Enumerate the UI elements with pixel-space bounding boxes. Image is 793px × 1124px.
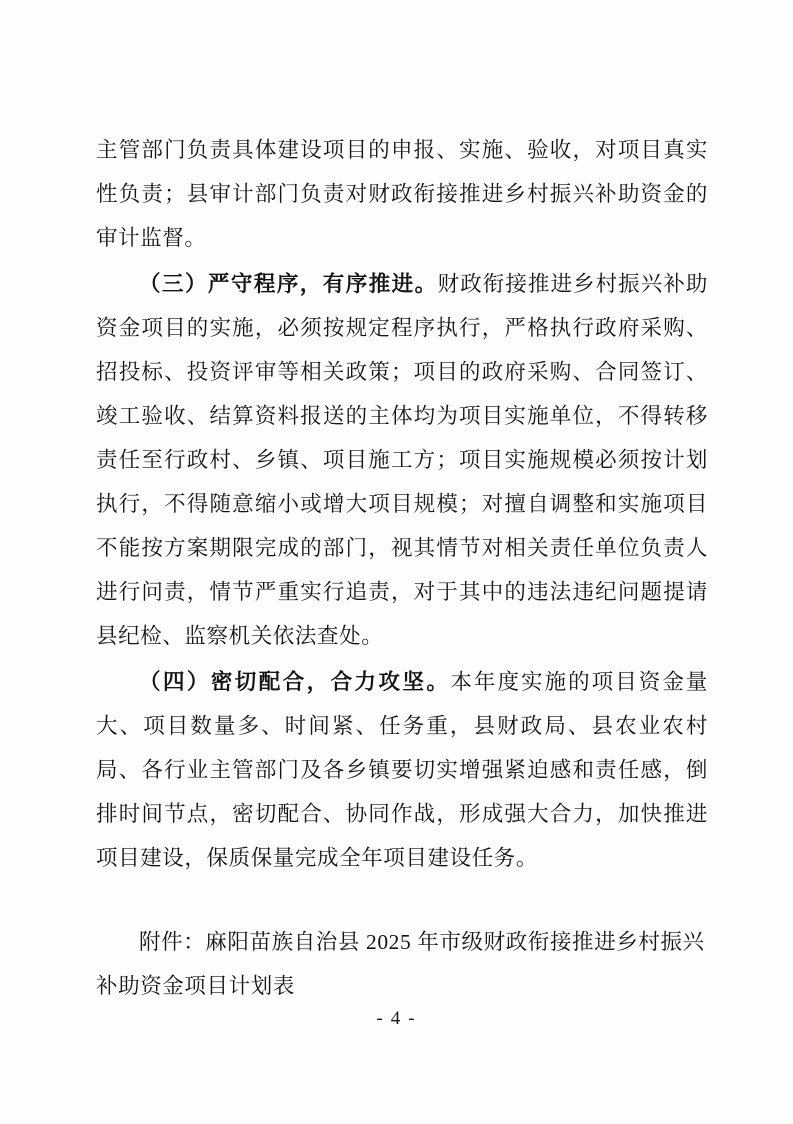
paragraph-section-four [96,660,708,880]
footer-page-number: 4 [390,1008,403,1029]
paragraph-section-three [96,262,708,658]
section-three-text: 财政衔接推进乡村振兴补助资金项目的实施，必须按规定程序执行，严格执行政府采购、招投标、投资评审等相关政策；项目的政府采购、合同签订、竣工验收、结算资料报送的主体均为项目实施单位，不得转移责任至行政村、乡镇、项目施工方；项目实施规模必须按计划执行，不得随意缩小或增大项目规模；对擅自调整和实施项目不能按方案期限完成的部门，视其情节对相关责任单位负责人进行问责，情节严重实行追责，对于其中的违法违纪问题提请县纪检、监察机关依法查处。 [96,272,708,648]
attachment-line-2: 补助资金项目计划表 [96,974,295,998]
footer-dash-left: - [376,1008,385,1029]
section-three-heading: （三）严守程序，有序推进。 [139,272,438,296]
page-footer [0,1008,793,1030]
paragraph-text: 主管部门负责具体建设项目的申报、实施、验收，对项目真实性负责；县审计部门负责对财政衔接推进乡村振兴补助资金的审计监督。 [96,138,708,250]
footer-dash-right: - [408,1008,417,1029]
section-four-heading: （四）密切配合，合力攻坚。 [139,670,451,694]
attachment-block [96,920,708,1008]
section-four-text: 本年度实施的项目资金量大、项目数量多、时间紧、任务重，县财政局、县农业农村局、各行业主管部门及各乡镇要切实增强紧迫感和责任感，倒排时间节点，密切配合、协同作战，形成强大合力，加快推进项目建设，保质保量完成全年项目建设任务。 [96,670,708,870]
paragraph-continuation [96,128,708,260]
attachment-line-1: 附件：麻阳苗族自治县 2025 年市级财政衔接推进乡村振兴 [139,930,705,954]
document-body [96,128,708,1008]
